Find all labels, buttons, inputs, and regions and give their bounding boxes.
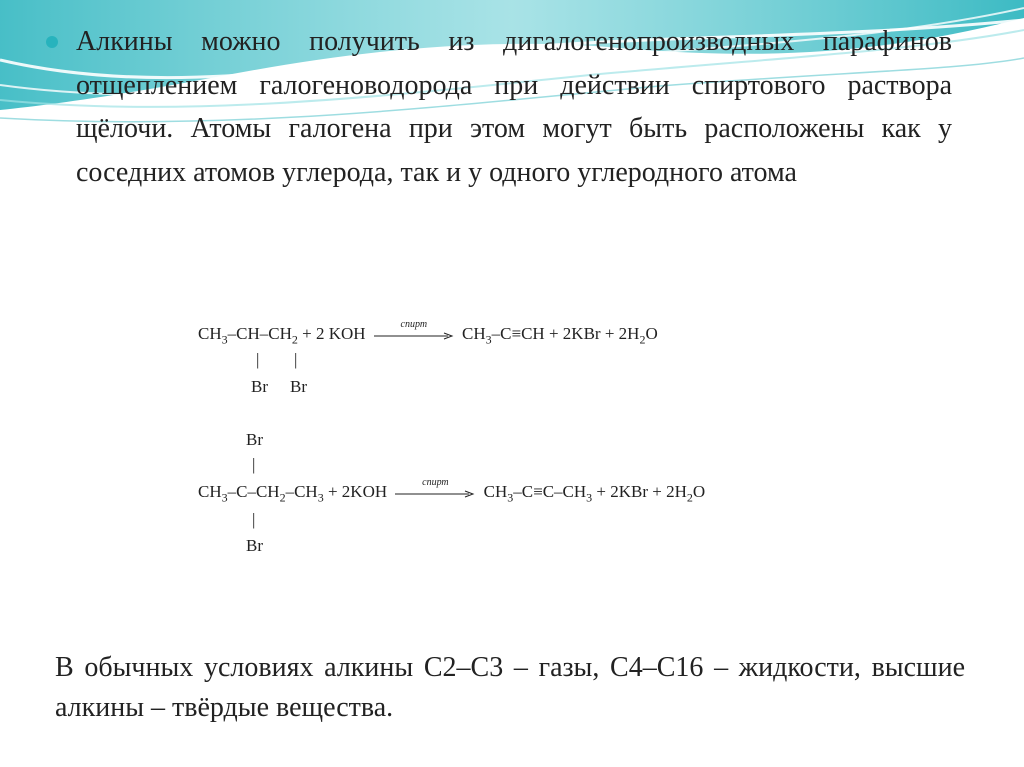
r1-reactant: $CH_3-CH-CH_2 + 2$ KOH xyxy=(198,324,366,347)
r2-arrow-icon xyxy=(395,477,475,500)
r1-product: $CH_3-C\equiv CH + 2KBr + 2H_2O$ xyxy=(462,324,658,347)
conclusion-paragraph: В обычных условиях алкины С2–С3 – газы, С4–С16 – жидкости, высшие алкины – твёрдые вещества. xyxy=(55,652,965,723)
r1-br-2: Br xyxy=(290,377,307,396)
r2-bond-bottom: | xyxy=(252,510,256,529)
r1-bond-1: | xyxy=(256,350,260,369)
reaction-2-equation xyxy=(198,477,706,505)
r1-arrow-icon xyxy=(374,319,454,342)
bullet-dot-icon xyxy=(46,36,58,48)
r1-bond-2: | xyxy=(294,350,298,369)
r2-arrow-label: спирт xyxy=(422,477,449,489)
r2-bond-top: | xyxy=(252,455,256,474)
reaction-1-equation xyxy=(198,319,658,347)
r1-arrow-label: спирт xyxy=(400,319,428,331)
r2-reactant: $CH_3-C-CH_2-CH_3 + 2KOH$ xyxy=(198,482,388,505)
r1-br-1: Br xyxy=(251,377,268,396)
r2-br-top: Br xyxy=(246,430,263,449)
intro-paragraph: Алкины можно получить из дигалогенопроизводных парафинов отщеплением галогеноводорода при действии спиртового раствора щёлочи. Атомы галогена при этом могут быть расположены как у соседних атомов углерода, так и у одного углеродного атома xyxy=(76,26,952,188)
r2-product: $CH_3-C\equiv C-CH_3 + 2KBr + 2H_2O$ xyxy=(483,482,706,505)
r2-br-bottom: Br xyxy=(246,536,263,555)
